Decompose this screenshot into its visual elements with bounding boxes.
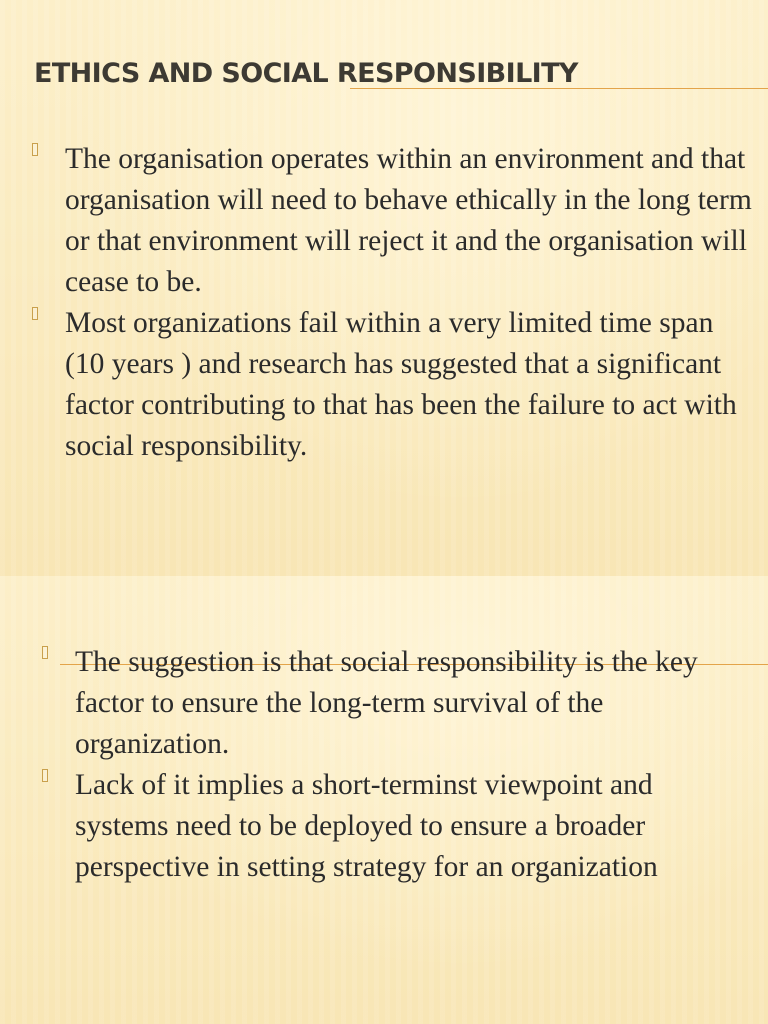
list-item — [42, 765, 742, 888]
bullet-marker-icon — [32, 307, 38, 320]
list-item — [32, 139, 757, 303]
list-item — [42, 642, 742, 765]
slide-title: ETHICS AND SOCIAL RESPONSIBILITY — [34, 58, 578, 89]
list-item — [32, 303, 757, 467]
slide-2 — [0, 576, 768, 1024]
bullet-list — [42, 642, 742, 888]
bullet-text: The organisation operates within an environment and that organisation will need to behave ethically in the long term or that environment will reject it and the organisation will cease to be. — [65, 143, 752, 298]
bullet-marker-icon — [32, 143, 38, 156]
bullet-marker-icon — [42, 646, 48, 659]
bullet-list — [32, 139, 757, 467]
bullet-text: The suggestion is that social responsibility is the key factor to ensure the long-term survival of the organization. — [75, 646, 698, 760]
bullet-text: Lack of it implies a short-terminst viewpoint and systems need to be deployed to ensure a broader perspective in setting strategy for an organization — [75, 769, 658, 883]
bullet-text: Most organizations fail within a very limited time span (10 years ) and research has suggested that a significant factor contributing to that has been the failure to act with social responsibility. — [65, 307, 737, 462]
bullet-marker-icon — [42, 769, 48, 782]
